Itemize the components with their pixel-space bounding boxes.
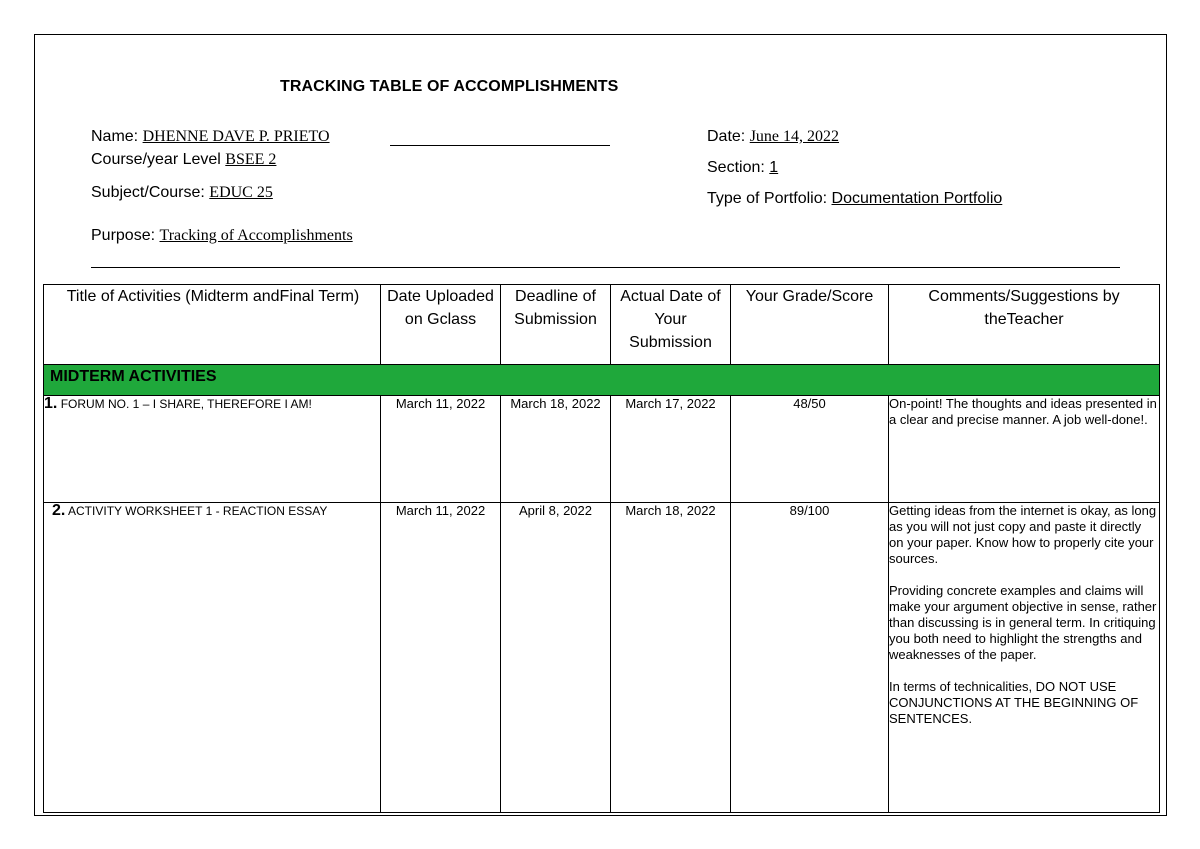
date-label: Date:: [707, 128, 746, 145]
header-actual-date: Actual Date of Your Submission: [611, 285, 731, 365]
section-field: [707, 159, 778, 177]
name-underline: [390, 145, 610, 146]
header-date-uploaded: Date Uploaded on Gclass: [381, 285, 501, 365]
uploaded-cell: March 11, 2022: [381, 503, 501, 813]
comment-cell: [889, 503, 1160, 813]
comment-paragraph: Providing concrete examples and claims will make your argument objective in sense, rather than discussing is in general term. In critiquing you both need to highlight the strengths and weaknesses of the paper.: [889, 583, 1157, 662]
deadline-cell: April 8, 2022: [501, 503, 611, 813]
comment-cell: [889, 396, 1160, 503]
purpose-value: Tracking of Accomplishments: [159, 227, 353, 244]
header-comments: Comments/Suggestions by theTeacher: [889, 285, 1160, 365]
course-label: Course/year Level: [91, 151, 221, 168]
table-row: [44, 396, 1160, 503]
table-header-row: [44, 285, 1160, 365]
submitted-cell: March 17, 2022: [611, 396, 731, 503]
portfolio-value: Documentation Portfolio: [831, 190, 1003, 207]
section-label: Section:: [707, 159, 765, 176]
comment-paragraph: On-point! The thoughts and ideas presented in a clear and precise manner. A job well-done!.: [889, 396, 1157, 427]
course-field: [91, 151, 276, 169]
header-deadline: Deadline of Submission: [501, 285, 611, 365]
grade-cell: 89/100: [731, 503, 889, 813]
date-field: [707, 128, 839, 146]
activity-cell: [44, 396, 381, 503]
document-title: TRACKING TABLE OF ACCOMPLISHMENTS: [280, 78, 619, 95]
subject-value: EDUC 25: [209, 184, 273, 201]
uploaded-cell: March 11, 2022: [381, 396, 501, 503]
deadline-cell: March 18, 2022: [501, 396, 611, 503]
section-row: [44, 365, 1160, 396]
name-field: [91, 128, 330, 146]
accomplishments-table: [43, 284, 1160, 813]
activity-number: 1.: [44, 395, 58, 412]
activity-cell: [44, 503, 381, 813]
header-activity-title: Title of Activities (Midterm andFinal Term): [44, 285, 381, 365]
subject-label: Subject/Course:: [91, 184, 205, 201]
section-value: 1: [769, 159, 779, 176]
portfolio-field: [707, 190, 1002, 208]
table-row: [44, 503, 1160, 813]
name-value: DHENNE DAVE P. PRIETO: [142, 128, 330, 145]
course-value: BSEE 2: [225, 151, 277, 168]
name-label: Name:: [91, 128, 139, 145]
subject-field: [91, 184, 273, 202]
date-value: June 14, 2022: [749, 128, 840, 145]
purpose-label: Purpose:: [91, 227, 156, 244]
section-title: MIDTERM ACTIVITIES: [44, 365, 1160, 396]
comment-paragraph: In terms of technicalities, DO NOT USE CONJUNCTIONS AT THE BEGINNING OF SENTENCES.: [889, 679, 1139, 726]
purpose-field: [91, 227, 353, 245]
header-divider: [91, 267, 1120, 268]
portfolio-label: Type of Portfolio:: [707, 190, 828, 207]
activity-title: FORUM NO. 1 – I SHARE, THEREFORE I AM!: [60, 397, 312, 411]
submitted-cell: March 18, 2022: [611, 503, 731, 813]
header-grade: Your Grade/Score: [731, 285, 889, 365]
activity-title: ACTIVITY WORKSHEET 1 - REACTION ESSAY: [68, 504, 328, 518]
comment-paragraph: Getting ideas from the internet is okay, as long as you will not just copy and paste it directly on your paper. Know how to properly cite your sources.: [889, 503, 1157, 566]
activity-number: 2.: [52, 502, 66, 519]
grade-cell: 48/50: [731, 396, 889, 503]
